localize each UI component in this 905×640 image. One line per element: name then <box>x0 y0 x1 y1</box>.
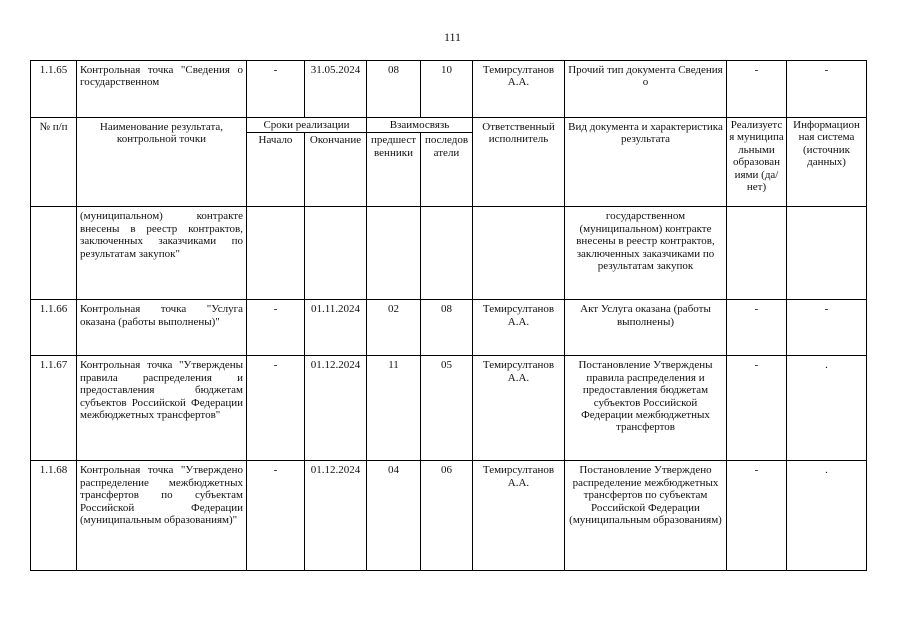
cell-impl: - <box>727 461 787 571</box>
header-successors: последов атели <box>421 133 473 207</box>
cell-pred <box>367 207 421 300</box>
cell-end <box>305 207 367 300</box>
header-implemented: Реализуетс я муниципа льными образован иями (да/нет) <box>727 118 787 207</box>
header-doc-type: Вид документа и характеристика результата <box>565 118 727 207</box>
table-body <box>31 61 867 571</box>
cell-pred: 02 <box>367 300 421 356</box>
header-num: № п/п <box>31 118 77 207</box>
cell-pred: 04 <box>367 461 421 571</box>
results-table <box>30 60 867 571</box>
cell-succ: 06 <box>421 461 473 571</box>
cell-start: - <box>247 300 305 356</box>
cell-executor <box>473 207 565 300</box>
cell-executor: Темирсултанов А.А. <box>473 61 565 118</box>
cell-name: Контрольная точка "Услуга оказана (работы выполнены)" <box>77 300 247 356</box>
page-number: 111 <box>443 30 462 44</box>
cell-end: 01.11.2024 <box>305 300 367 356</box>
cell-info: . <box>787 461 867 571</box>
header-relation: Взаимосвязь <box>367 118 473 133</box>
cell-start: - <box>247 61 305 118</box>
header-terms: Сроки реализации <box>247 118 367 133</box>
cell-num <box>31 207 77 300</box>
header-executor: Ответственный исполнитель <box>473 118 565 207</box>
cell-pred: 08 <box>367 61 421 118</box>
table-row <box>31 61 867 118</box>
header-end: Окончание <box>305 133 367 207</box>
cell-num: 1.1.68 <box>31 461 77 571</box>
cell-impl <box>727 207 787 300</box>
cell-succ: 10 <box>421 61 473 118</box>
cell-info: - <box>787 61 867 118</box>
table-row <box>31 207 867 300</box>
cell-doc: Прочий тип документа Сведения о <box>565 61 727 118</box>
cell-executor: Темирсултанов А.А. <box>473 461 565 571</box>
header-name: Наименование результата, контрольной точки <box>77 118 247 207</box>
header-predecessors: предшест венники <box>367 133 421 207</box>
cell-impl: - <box>727 356 787 461</box>
cell-succ: 05 <box>421 356 473 461</box>
cell-doc: Акт Услуга оказана (работы выполнены) <box>565 300 727 356</box>
cell-info: . <box>787 356 867 461</box>
header-row-top <box>31 118 867 133</box>
cell-executor: Темирсултанов А.А. <box>473 356 565 461</box>
cell-doc: Постановление Утверждены правила распределения и предоставления бюджетам субъектов Российской Федерации межбюджетных трансфертов <box>565 356 727 461</box>
cell-info: - <box>787 300 867 356</box>
cell-name: (муниципальном) контракте внесены в реестр контрактов, заключенных заказчиками по результатам закупок" <box>77 207 247 300</box>
cell-name: Контрольная точка "Утверждены правила распределения и предоставления бюджетам субъектов Российской Федерации межбюджетных трансфертов" <box>77 356 247 461</box>
table-row <box>31 300 867 356</box>
cell-num: 1.1.65 <box>31 61 77 118</box>
cell-doc: Постановление Утверждено распределение межбюджетных трансфертов по субъектам Российской Федерации (муниципальным образованиям) <box>565 461 727 571</box>
cell-name: Контрольная точка "Сведения о государственном <box>77 61 247 118</box>
cell-end: 31.05.2024 <box>305 61 367 118</box>
cell-succ: 08 <box>421 300 473 356</box>
table-row <box>31 356 867 461</box>
cell-num: 1.1.67 <box>31 356 77 461</box>
cell-executor: Темирсултанов А.А. <box>473 300 565 356</box>
cell-num: 1.1.66 <box>31 300 77 356</box>
cell-end: 01.12.2024 <box>305 356 367 461</box>
cell-start: - <box>247 461 305 571</box>
cell-start: - <box>247 356 305 461</box>
cell-pred: 11 <box>367 356 421 461</box>
cell-info <box>787 207 867 300</box>
cell-end: 01.12.2024 <box>305 461 367 571</box>
cell-start <box>247 207 305 300</box>
cell-succ <box>421 207 473 300</box>
table-row <box>31 461 867 571</box>
header-info-system: Информацион ная система (источник данных) <box>787 118 867 207</box>
cell-impl: - <box>727 300 787 356</box>
cell-name: Контрольная точка "Утверждено распределение межбюджетных трансфертов по субъектам Российской Федерации (муниципальным образованиям)" <box>77 461 247 571</box>
header-start: Начало <box>247 133 305 207</box>
cell-doc: государственном (муниципальном) контракте внесены в реестр контрактов, заключенных заказчиками по результатам закупок <box>565 207 727 300</box>
cell-impl: - <box>727 61 787 118</box>
